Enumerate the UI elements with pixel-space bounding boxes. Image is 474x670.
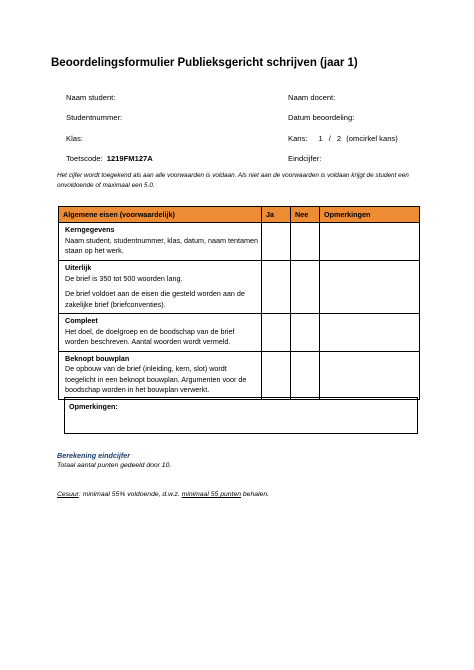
- requirement-title: Beknopt bouwplan: [65, 353, 130, 363]
- requirement-title: Kerngegevens: [65, 225, 115, 234]
- table-row: [59, 314, 420, 352]
- requirement-title: Uiterlijk: [65, 263, 92, 272]
- calc-heading: Berekening eindcijfer: [57, 451, 131, 460]
- field-toetscode: [66, 154, 153, 163]
- header-nee: Nee: [291, 207, 320, 223]
- remarks-label: Opmerkingen:: [69, 402, 118, 411]
- requirement-cell: [59, 223, 262, 261]
- requirement-title: Compleet: [65, 316, 98, 325]
- requirement-text: De brief voldoet aan de eisen die gesteld worden aan de zakelijke brief (briefconventies).: [65, 289, 245, 309]
- requirement-cell: [59, 314, 262, 352]
- ja-cell[interactable]: [262, 314, 291, 352]
- remarks-box[interactable]: [64, 397, 418, 434]
- field-kans: [288, 134, 398, 143]
- requirement-cell: [59, 261, 262, 314]
- table-header-row: [59, 207, 420, 223]
- requirement-text: Naam student, studentnummer, klas, datum, naam tentamen staan op het werk.: [65, 235, 258, 255]
- cesuur-highlight: minimaal 55 punten: [181, 491, 242, 498]
- nee-cell[interactable]: [291, 351, 320, 399]
- cesuur-text: : minimaal 55% voldoende, d.w.z.: [78, 491, 182, 498]
- table-row: [59, 223, 420, 261]
- opmerkingen-cell[interactable]: [320, 261, 420, 314]
- field-naam-docent: Naam docent:: [288, 93, 336, 102]
- kans-label: Kans:: [288, 134, 308, 143]
- ja-cell[interactable]: [262, 351, 291, 399]
- grading-note: Het cijfer wordt toegekend als aan alle voorwaarden is voldaan. Als niet aan de voorwaarden is voldaan krijgt de student een onvoldoende of maximaal een 5.0.: [57, 172, 409, 189]
- kans-option-2[interactable]: 2: [336, 134, 342, 143]
- field-naam-student: Naam student:: [66, 93, 116, 102]
- kans-option-1[interactable]: 1: [318, 134, 323, 143]
- requirement-cell: [59, 351, 262, 399]
- opmerkingen-cell[interactable]: [320, 351, 420, 399]
- field-datum-beoordeling: Datum beoordeling:: [288, 113, 355, 122]
- header-requirements: Algemene eisen (voorwaardelijk): [59, 207, 262, 223]
- toetscode-label: Toetscode:: [66, 154, 103, 163]
- opmerkingen-cell[interactable]: [320, 314, 420, 352]
- requirement-text: De brief is 350 tot 500 woorden lang.: [65, 273, 183, 283]
- table-row: [59, 351, 420, 399]
- field-klas: Klas:: [66, 134, 83, 143]
- nee-cell[interactable]: [291, 314, 320, 352]
- ja-cell[interactable]: [262, 261, 291, 314]
- requirement-text: De opbouw van de brief (inleiding, kern, slot) wordt toegelicht in een beknopt bouwplan. Argumenten voor de boodschap worden in het bouwplan verwerkt.: [65, 364, 247, 394]
- header-ja: Ja: [262, 207, 291, 223]
- header-opmerkingen: Opmerkingen: [320, 207, 420, 223]
- nee-cell[interactable]: [291, 261, 320, 314]
- opmerkingen-cell[interactable]: [320, 223, 420, 261]
- cesuur-text-end: behalen.: [241, 491, 269, 498]
- requirement-text: Het doel, de doelgroep en de boodschap van de brief worden beschreven. Aantal woorden wordt vermeld.: [65, 326, 235, 346]
- calc-text: Totaal aantal punten gedeeld door 10.: [57, 462, 172, 469]
- cesuur-label: Cesuur: [57, 491, 79, 498]
- kans-separator: /: [328, 134, 331, 143]
- nee-cell[interactable]: [291, 223, 320, 261]
- kans-hint: (omcirkel kans): [346, 134, 398, 143]
- table-row: [59, 261, 420, 314]
- field-studentnummer: Studentnummer:: [66, 113, 123, 122]
- ja-cell[interactable]: [262, 223, 291, 261]
- cesuur-line: [57, 491, 269, 498]
- requirements-table: [58, 206, 420, 400]
- field-eindcijfer: Eindcijfer:: [288, 154, 322, 163]
- kans-options: [316, 134, 347, 143]
- toetscode-value: 1219FM127A: [106, 154, 153, 163]
- page-title: Beoordelingsformulier Publieksgericht schrijven (jaar 1): [51, 57, 358, 69]
